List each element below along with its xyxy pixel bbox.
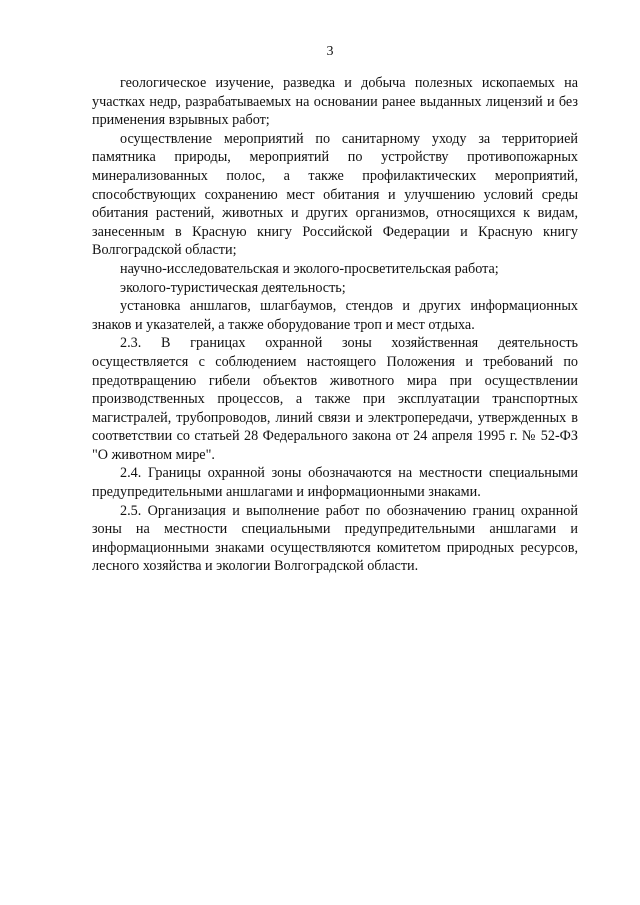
- document-body: [92, 74, 578, 576]
- paragraph-eco-tourism: эколого-туристическая деятельность;: [120, 279, 346, 296]
- paragraph-geological-study: геологическое изучение, разведка и добыча полезных ископаемых на участках недр, разрабатываемых на основании ранее выданных лицензий и без применения взрывных работ;: [92, 75, 578, 129]
- paragraph-signage-installation: установка аншлагов, шлагбаумов, стендов и других информационных знаков и указателей, а также оборудование троп и мест отдыха.: [92, 298, 578, 333]
- paragraph-research-work: научно-исследовательская и эколого-просветительская работа;: [120, 260, 499, 277]
- page-number: 3: [326, 44, 334, 59]
- paragraph-sanitary-care: осуществление мероприятий по санитарному уходу за территорией памятника природы, мероприятий по устройству противопожарных минерализованных полос, а также профилактических мероприятий, способствующих сохранению мест обитания и улучшению условий среды обитания растений, животных и других организмов, относящихся к видам, занесенным в Красную книгу Российской Федерации и Красную книгу Волгоградской области;: [92, 130, 578, 259]
- paragraph-clause-2-4: 2.4. Границы охранной зоны обозначаются на местности специальными предупредительными аншлагами и информационными знаками.: [92, 465, 578, 501]
- paragraph-clause-2-3: 2.3. В границах охранной зоны хозяйственная деятельность осуществляется с соблюдением настоящего Положения и требований по предотвращению гибели объектов животного мира при осуществлении производственных процессов, а также при эксплуатации транспортных магистралей, трубопроводов, линий связи и электропередачи, утвержденных в соответствии со статьей 28 Федерального закона от 24 апреля 1995 г. № 52-ФЗ "О животном мире".: [92, 335, 578, 463]
- paragraph-clause-2-5: 2.5. Организация и выполнение работ по обозначению границ охранной зоны на местности специальными предупредительными аншлагами и информационными знаками осуществляются комитетом природных ресурсов, лесного хозяйства и экологии Волгоградской области.: [92, 502, 578, 575]
